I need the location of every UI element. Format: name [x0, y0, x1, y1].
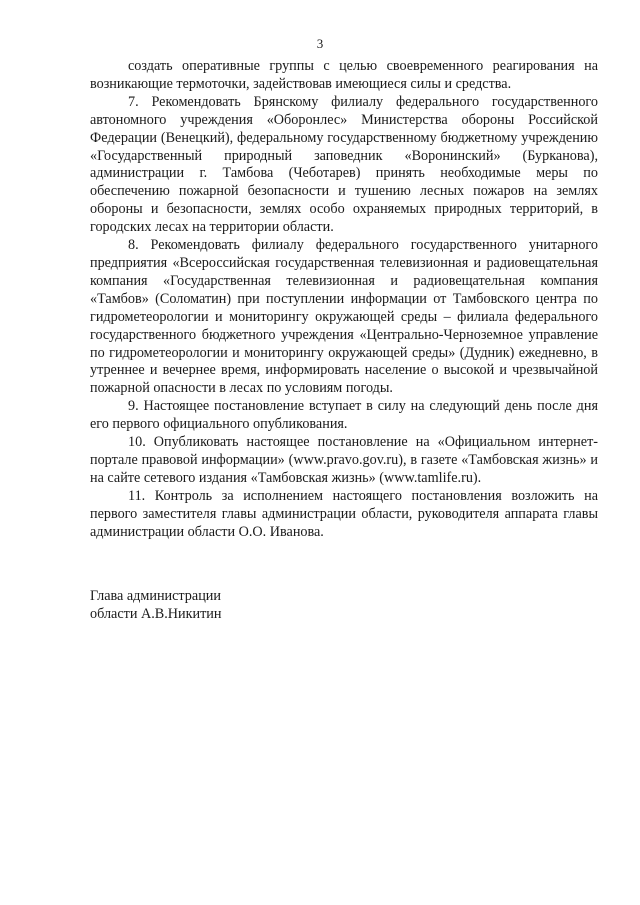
paragraph-7: 7. Рекомендовать Брянскому филиалу федерального государственного автономного учреждения «Оборонлес» Министерства обороны Российской Федерации (Венецкий), федеральному государственному бюджетному учреждению «Государственный природный заповедник «Воронинский» (Бурканова), администрации г. Тамбова (Чеботарев) принять необходимые меры по обеспечению пожарной безопасности и тушению лесных пожаров на землях обороны и безопасности, землях особо охраняемых природных территорий, в городских лесах на территории области.: [90, 93, 598, 236]
document-body: [90, 58, 598, 541]
signature-block: [90, 588, 221, 624]
signature-title: Глава администрации: [90, 588, 221, 604]
paragraph-10: 10. Опубликовать настоящее постановление на «Официальном интернет-портале правовой информации» (www.pravo.gov.ru), в газете «Тамбовская жизнь» и на сайте сетевого издания «Тамбовская жизнь» (www.tamlife.ru).: [90, 434, 598, 486]
paragraph-11: 11. Контроль за исполнением настоящего постановления возложить на первого заместителя главы администрации области, руководителя аппарата главы администрации области О.О. Иванова.: [90, 487, 598, 540]
paragraph-continuation: создать оперативные группы с целью своевременного реагирования на возникающие термоточки, задействовав имеющиеся силы и средства.: [90, 58, 598, 92]
paragraph-8: 8. Рекомендовать филиалу федерального государственного унитарного предприятия «Всероссийская государственная телевизионная и радиовещательная компания «Государственная телевизионная и радиовещательная компания «Тамбов» (Соломатин) при поступлении информации от Тамбовского центра по гидрометеорологии и мониторингу окружающей среды – филиала федерального государственного бюджетного учреждения «Центрально-Черноземное управление по гидрометеорологии и мониторингу окружающей среды» (Дудник) ежедневно, в утреннее и вечернее время, информировать население о высокой и чрезвычайной пожарной опасности в лесах по условиям погоды.: [90, 237, 598, 397]
signature-name: области А.В.Никитин: [90, 605, 222, 622]
paragraph-9: 9. Настоящее постановление вступает в силу на следующий день после дня его первого официального опубликования.: [90, 398, 598, 433]
page-number: 3: [316, 36, 324, 51]
